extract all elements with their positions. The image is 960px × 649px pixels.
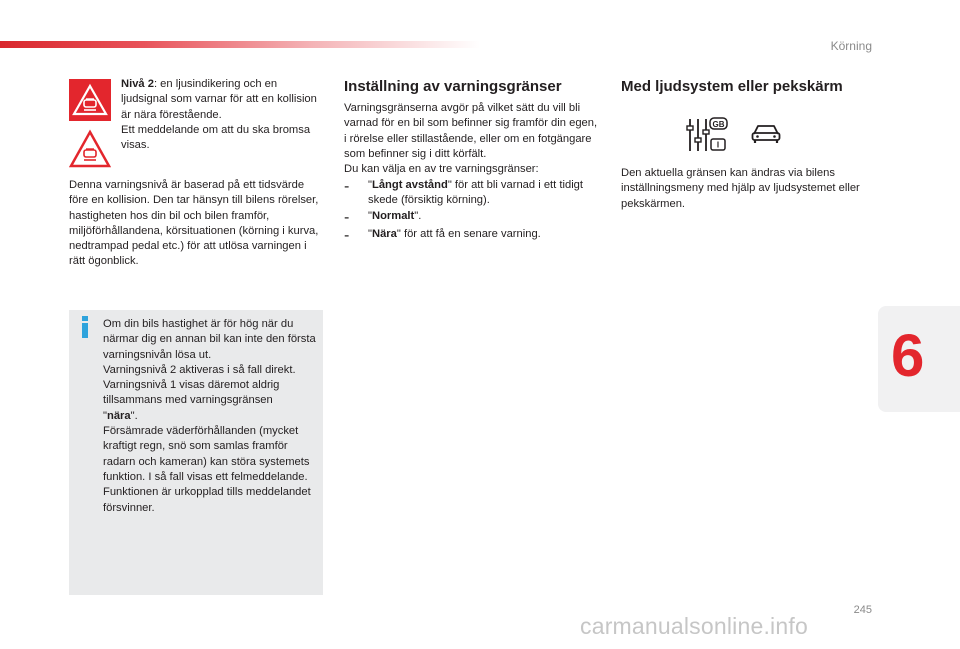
list-post: " för att bli varnad i ett tidigt skede (försiktig körning). [368, 179, 584, 207]
level2-label: Nivå 2 [121, 78, 154, 90]
list-pre: " [368, 179, 372, 191]
thresholds-intro2: Du kan välja en av tre varningsgränser: [344, 163, 539, 176]
list-item [344, 227, 602, 245]
level-paragraph-text: Denna varningsnivå är baserad på ett tidsvärde före en kollision. Den tar hänsyn till bilens rörelser, hastigheten hos din bil och bilen framför, miljöförhållandena, körsituationen (körning i kurva, nedtrampad pedal etc.) för att utlösa varningen i rätt ögonblick. [69, 179, 319, 268]
list-bold: Normalt [371, 209, 415, 222]
info-quote-open: " [103, 409, 107, 422]
info-text2-body: Varningsnivå 2 aktiveras i så fall direkt. Varningsnivå 1 visas däremot aldrig tillsammans med varningsgränsen [103, 363, 296, 407]
watermark: carmanualsonline.info [580, 613, 808, 639]
info-icon [78, 316, 92, 338]
thresholds-intro1: Varningsgränserna avgör på vilket sätt du vill bli varnad för en bil som befinner sig framför din egen, i rörelse eller stillastående, eller om en fotgängare som befinner sig i ditt körfält. [344, 102, 598, 160]
info-quote-close: ". [130, 409, 138, 422]
heading-thresholds: Inställning av varningsgränser [344, 78, 562, 95]
list-post: ". [414, 209, 422, 222]
list-post: " för att få en senare varning. [396, 227, 541, 240]
list-bold: Nära [371, 227, 397, 240]
heading-audio-touchscreen: Med ljudsystem eller pekskärm [621, 78, 843, 95]
car-icon [751, 122, 781, 144]
list-pre: " [368, 209, 372, 222]
thresholds-list [344, 178, 602, 245]
info-box [69, 310, 323, 595]
section-title: Körning [830, 39, 872, 53]
level2-description [121, 77, 321, 153]
header-accent-bar [0, 41, 480, 48]
gb-badge-text: GB [712, 119, 725, 129]
list-dash: - [344, 208, 350, 226]
info-text3: Försämrade väderförhållanden (mycket kraftigt regn, snö som samlas framför radarn och kameran) kan störa systemets funktion. I så fall visas ett felmeddelande. Funktionen är urkopplad tills meddelandet försvinner. [103, 425, 311, 514]
audio-settings-icon [686, 116, 728, 154]
list-item [344, 209, 602, 227]
list-item [344, 178, 602, 209]
chapter-number: 6 [891, 322, 925, 389]
chapter-tab [878, 306, 960, 412]
page-number: 245 [853, 604, 872, 616]
info-text2 [103, 363, 318, 424]
level2-line2: Ett meddelande om att du ska bromsa visas. [121, 123, 311, 152]
info-text1: Om din bils hastighet är för hög när du närmar dig en annan bil kan inte den första varningsnivån lösa ut. [103, 318, 316, 361]
audio-touchscreen-text [621, 166, 861, 212]
i-badge-text: I [716, 140, 720, 150]
info-near-word: nära [106, 409, 131, 422]
level2-line1: : en ljusindikering och en ljudsignal som varnar för att en kollision är nära förestående. [121, 78, 317, 121]
info-text [103, 317, 318, 516]
thresholds-intro [344, 101, 602, 177]
collision-alert-filled-icon [69, 79, 111, 121]
list-bold: Långt avstånd [371, 179, 448, 191]
list-pre: " [368, 227, 372, 240]
collision-alert-outline-icon [69, 128, 111, 170]
audio-touchscreen-paragraph: Den aktuella gränsen kan ändras via bilens inställningsmeny med hjälp av ljudsystemet eller pekskärmen. [621, 167, 860, 210]
list-dash: - [344, 226, 350, 244]
list-dash: - [344, 178, 350, 195]
level-paragraph [69, 178, 325, 270]
